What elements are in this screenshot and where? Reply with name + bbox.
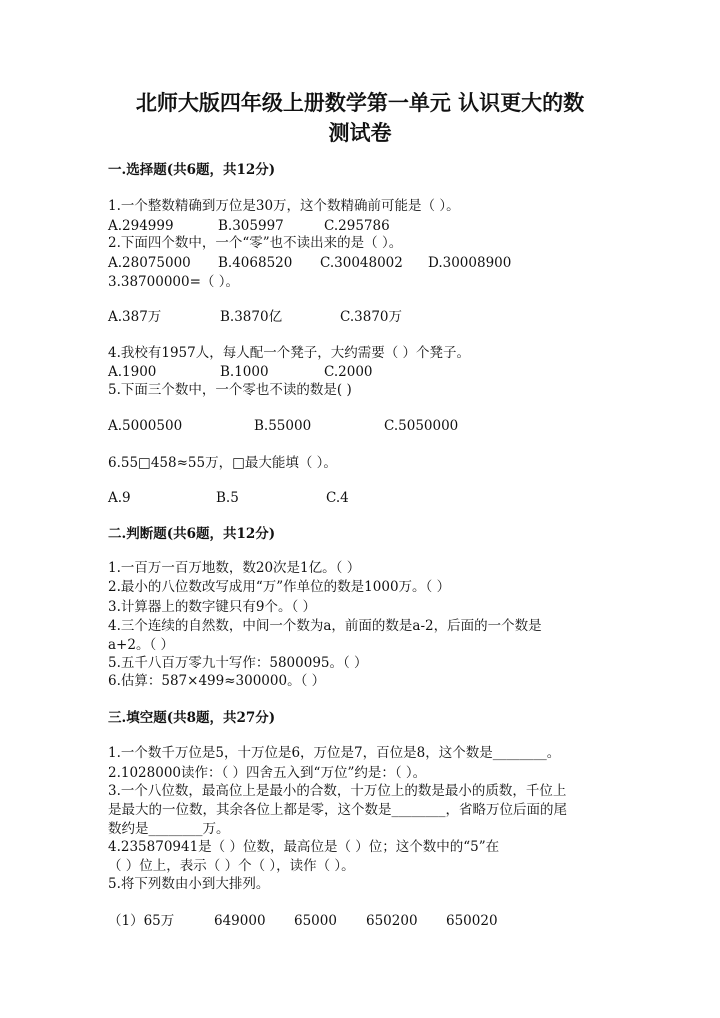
list-item: 4.235870941是（ ）位数，最高位是（ ）位；这个数中的“5”在 [108,839,500,855]
list-item: 3.一个八位数，最高位上是最小的合数，十万位上的数是最小的质数，千位上 [108,783,567,799]
option: B.4068520 [218,255,293,271]
number: 649000 [214,913,266,929]
section-heading-choice: 一.选择题(共6题，共12分) [108,162,276,178]
list-item: 2.最小的八位数改写成用“万”作单位的数是1000万。（ ） [108,579,451,595]
page-title [80,88,640,148]
list-item: 5.将下列数由小到大排列。 [108,876,270,892]
option: C.295786 [324,218,390,234]
list-item: 4.三个连续的自然数，中间一个数为a，前面的数是a-2，后面的一个数是 [108,618,542,634]
title-line-1: 北师大版四年级上册数学第一单元 认识更大的数 [135,90,585,115]
option: A.1900 [108,364,157,380]
question-text: 1.一个整数精确到万位是30万，这个数精确前可能是（ ）。 [108,198,460,214]
option: A.9 [108,490,131,506]
list-item: a+2。（ ） [108,637,174,653]
list-item: 数约是________万。 [108,821,230,837]
option: A.387万 [108,309,162,325]
option: C.3870万 [340,309,402,325]
list-item: （ ）位上，表示（ ）个（ ），读作（ ）。 [108,858,355,874]
option: B.1000 [220,364,269,380]
option: B.305997 [218,218,284,234]
option: C.5050000 [384,418,459,434]
option: B.3870亿 [220,309,283,325]
option: A.5000500 [108,418,183,434]
list-item: 3.计算器上的数字键只有9个。（ ） [108,599,317,615]
number: 65000 [294,913,337,929]
option: C.30048002 [320,255,403,271]
option: C.2000 [324,364,373,380]
option: A.28075000 [108,255,191,271]
option: B.55000 [254,418,312,434]
list-item: 1.一个数千万位是5，十万位是6，万位是7，百位是8，这个数是________。 [108,745,561,761]
question-text: 3.38700000=（ ）。 [108,274,239,290]
option: D.30008900 [428,255,512,271]
question-text: 4.我校有1957人，每人配一个凳子，大约需要（ ）个凳子。 [108,345,471,361]
option: C.4 [326,490,349,506]
section-heading-judgement: 二.判断题(共6题，共12分) [108,526,276,542]
question-text: 5.下面三个数中，一个零也不读的数是( ) [108,382,352,398]
row-label: （1）65万 [108,913,175,929]
option: A.294999 [108,218,174,234]
section-heading-fill-in: 三.填空题(共8题，共27分) [108,710,276,726]
list-item: 是最大的一位数，其余各位上都是零，这个数是________，省略万位后面的尾 [108,802,567,818]
option: B.5 [216,490,239,506]
number: 650020 [446,913,498,929]
list-item: 6.估算：587×499≈300000。（ ） [108,673,326,689]
list-item: 5.五千八百万零九十写作：5800095。（ ） [108,655,368,671]
number: 650200 [366,913,418,929]
question-text: 6.55□458≈55万，□最大能填（ ）。 [108,455,337,471]
list-item: 1.一百万一百万地数，数20次是1亿。（ ） [108,560,361,576]
title-line-2: 测试卷 [328,120,392,145]
question-text: 2.下面四个数中，一个“零”也不读出来的是（ ）。 [108,235,403,251]
list-item: 2.1028000读作：（ ）四舍五入到“万位”约是：（ ）。 [108,765,427,781]
